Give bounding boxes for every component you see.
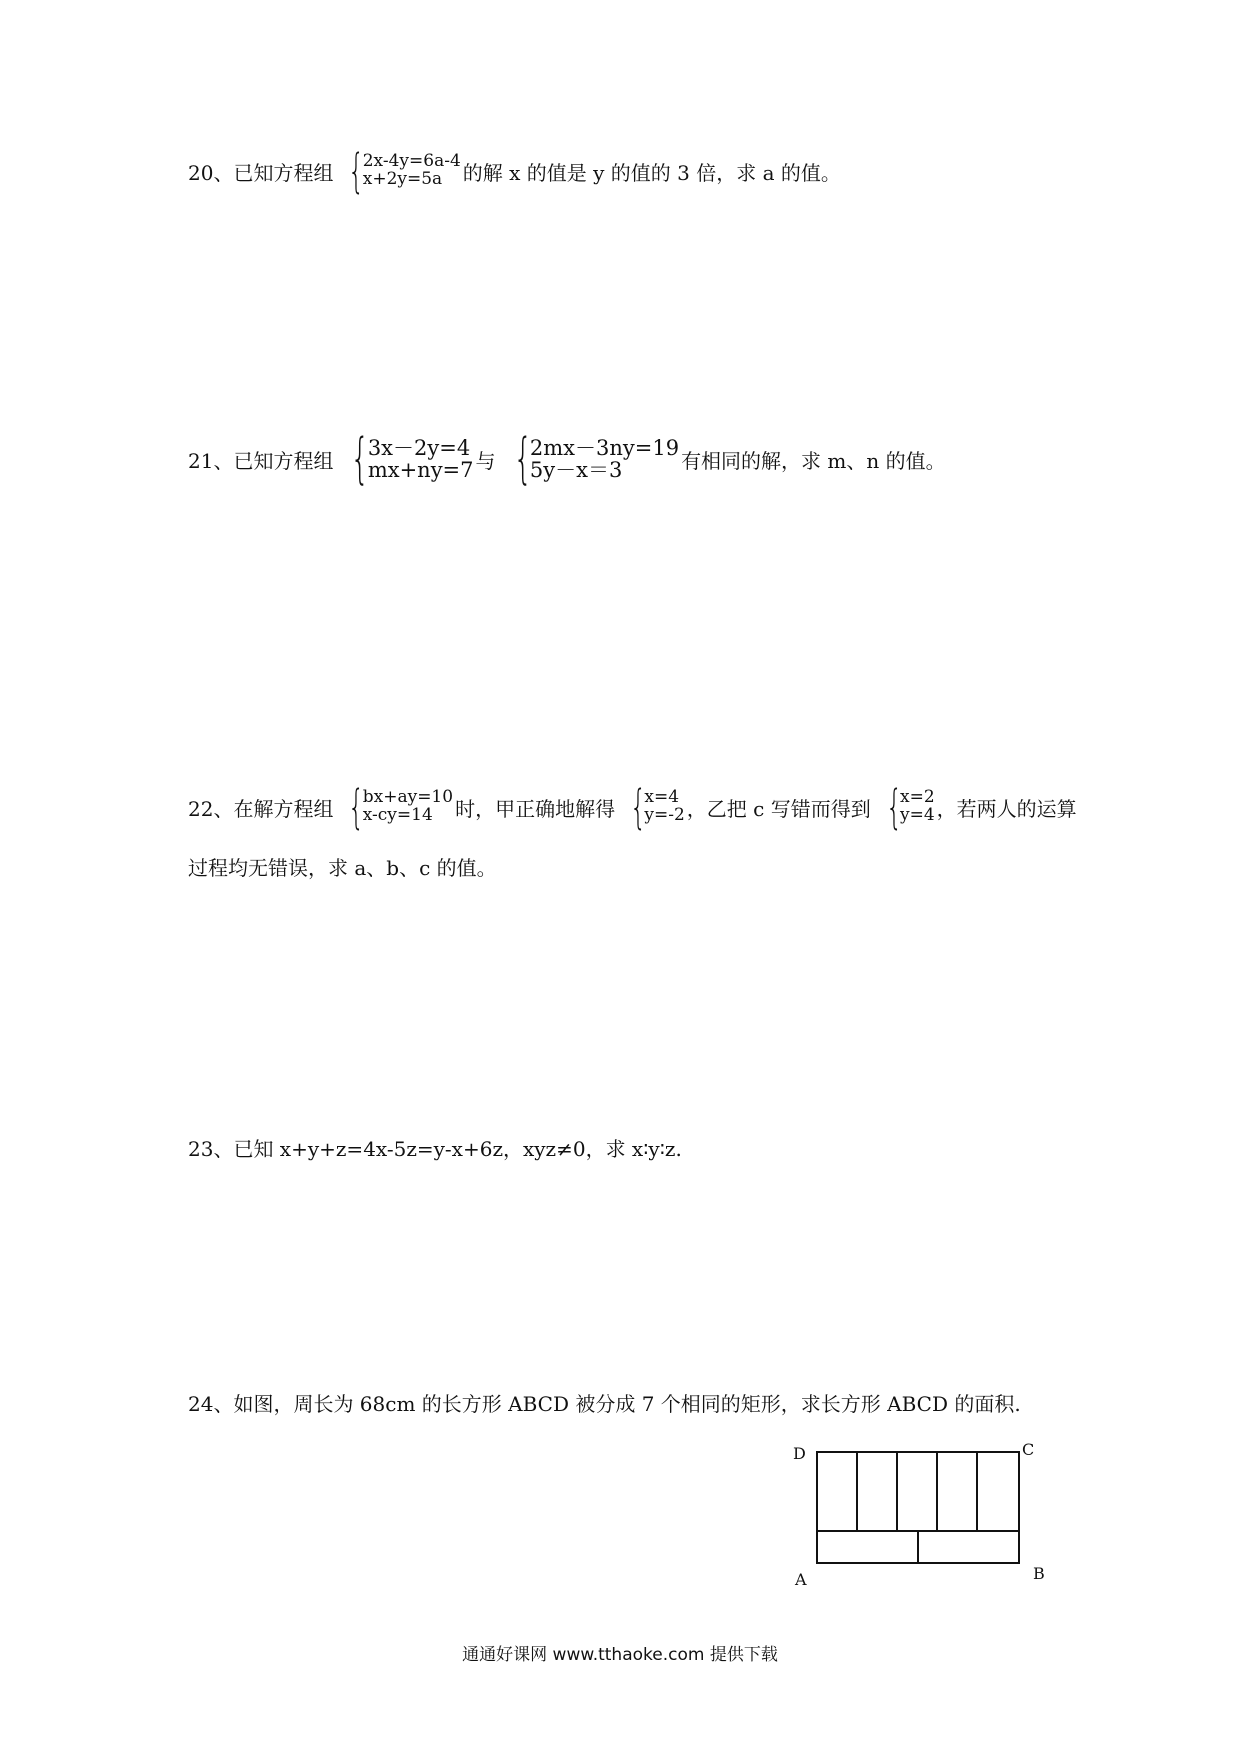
problem-22-mid2: ，乙把 c 写错而得到 [686,796,871,821]
divider-vertical [856,1451,858,1531]
equation: y=-2 [644,805,685,825]
equation: 2x-4y=6a-4 [362,151,461,172]
equation: x=2 [899,787,935,808]
equation-system [335,780,454,834]
label-c: C [1022,1440,1035,1459]
equation: mx+ny=7 [367,458,474,482]
divider-vertical [936,1451,938,1531]
problem-20 [188,144,841,198]
equation-system-b [498,427,680,490]
equation: 5y－x＝3 [529,458,623,482]
equation: x=4 [644,787,680,808]
footer-text: 通通好课网 www.tthaoke.com 提供下载 [462,1645,778,1665]
problem-22-prefix: 22、在解方程组 [188,796,334,821]
brace-symbol: { [348,780,365,834]
equation: 2mx－3ny=19 [529,435,680,460]
problem-21-prefix: 21、已知方程组 [188,448,334,473]
problem-23: 23、已知 x+y+z=4x-5z=y-x+6z，xyz≠0，求 x∶y∶z. [188,1137,682,1161]
label-d: D [793,1444,806,1463]
problem-22-line2: 过程均无错误，求 a、b、c 的值。 [188,856,497,880]
equation: bx+ay=10 [362,787,454,808]
rectangle-figure [790,1440,1060,1600]
divider-vertical-bottom [917,1530,919,1564]
brace-symbol: { [348,144,365,198]
divider-vertical [976,1451,978,1531]
solution-system-1 [617,780,685,834]
divider-vertical [896,1451,898,1531]
equation: y=4 [899,805,935,825]
brace-symbol: { [885,780,902,834]
brace-symbol: { [630,780,647,834]
problem-21 [188,427,946,490]
equation: 3x－2y=4 [367,435,471,460]
label-a: A [795,1570,807,1589]
problem-22-mid1: 时，甲正确地解得 [455,796,616,821]
problem-20-suffix: 的解 x 的值是 y 的值的 3 倍，求 a 的值。 [462,160,841,185]
problem-21-middle: 与 [475,448,496,473]
problem-20-prefix: 20、已知方程组 [188,160,334,185]
brace-symbol: { [350,427,370,490]
problem-24: 24、如图，周长为 68cm 的长方形 ABCD 被分成 7 个相同的矩形，求长方形 ABCD 的面积. [188,1392,1021,1416]
problem-22-suffix: ，若两人的运算 [936,796,1077,821]
problem-21-suffix: 有相同的解，求 m、n 的值。 [681,448,946,473]
solution-system-2 [873,780,935,834]
equation-system [335,144,461,198]
problem-22 [188,780,1077,834]
brace-symbol: { [512,427,532,490]
equation: x-cy=14 [362,805,433,825]
equation-system-a [335,427,474,490]
equation: x+2y=5a [362,169,443,189]
label-b: B [1033,1564,1045,1583]
